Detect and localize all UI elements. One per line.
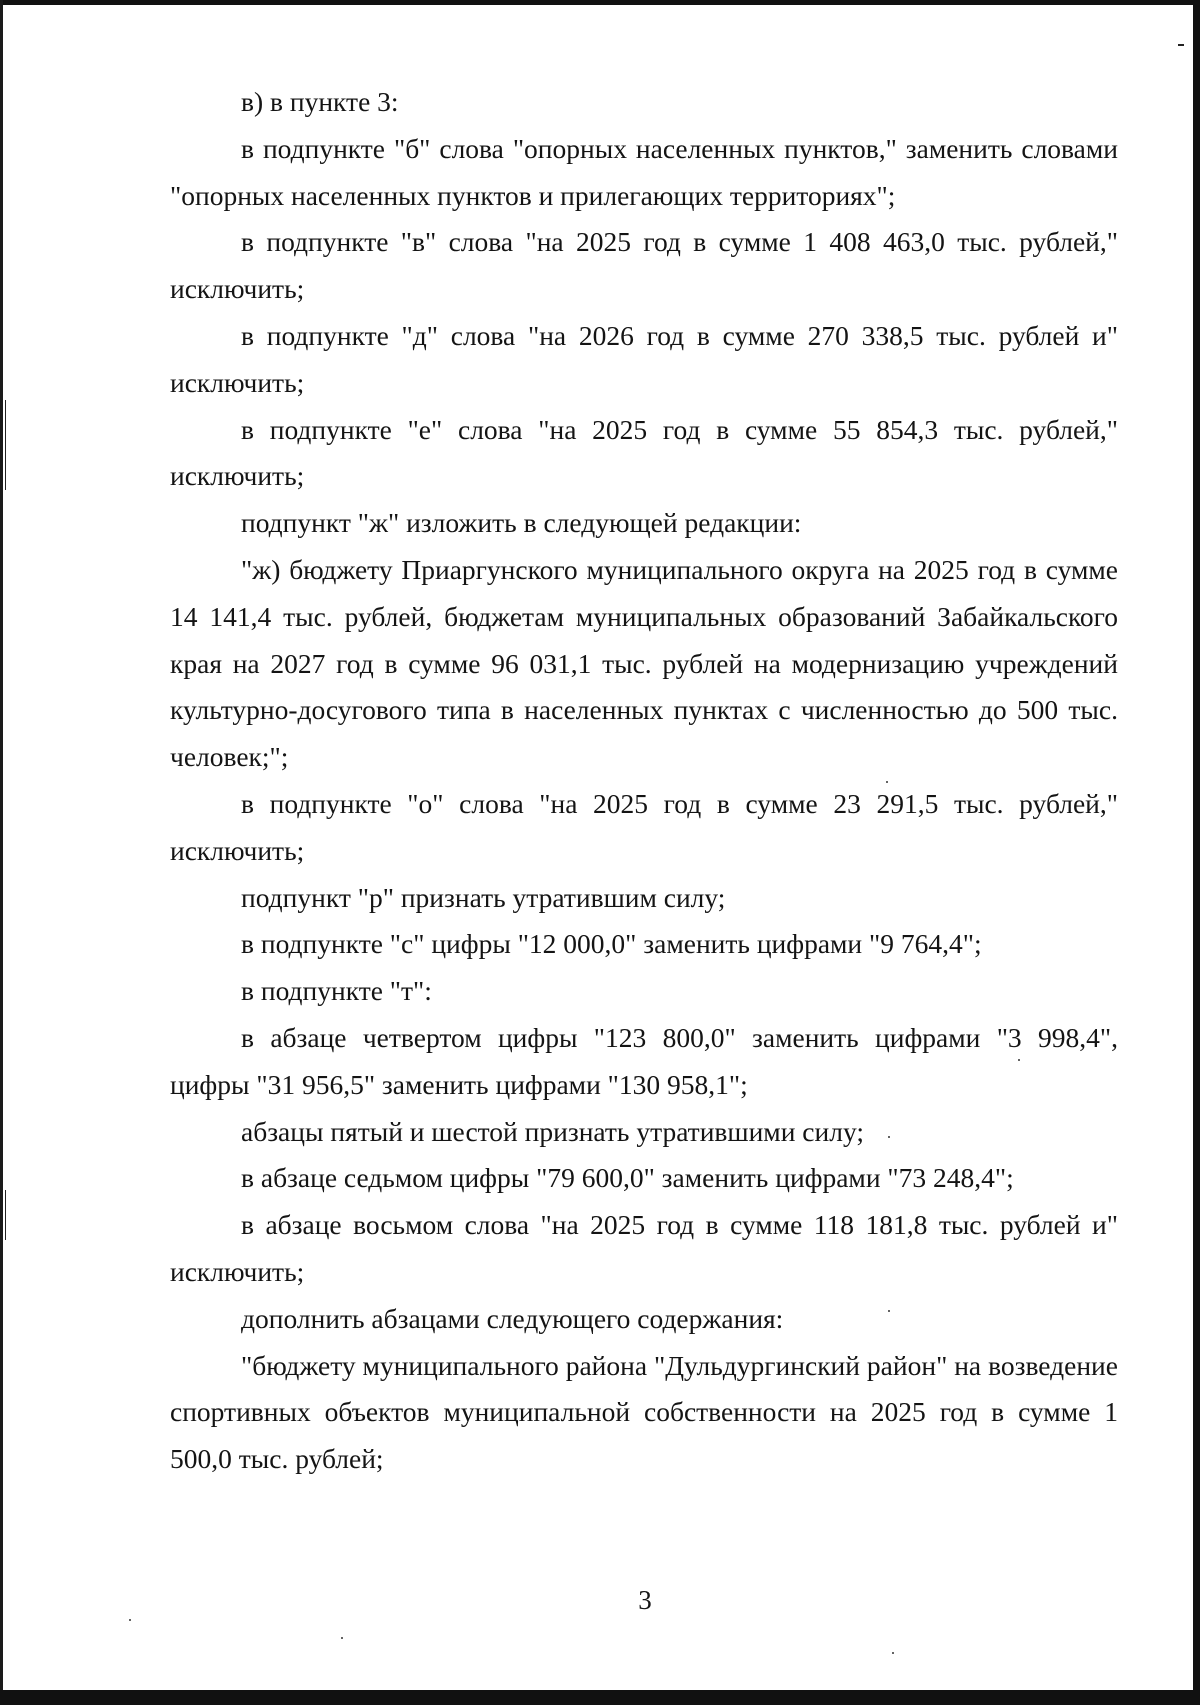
scan-mark bbox=[1178, 44, 1184, 46]
paragraph: в абзаце седьмом цифры "79 600,0" заменить цифрами "73 248,4"; bbox=[241, 1162, 1014, 1194]
scan-border-right bbox=[1193, 0, 1200, 1705]
paragraph: подпункт "ж" изложить в следующей редакции: bbox=[241, 507, 802, 539]
paragraph: дополнить абзацами следующего содержания: bbox=[241, 1302, 784, 1334]
paragraph: в подпункте "д" слова "на 2026 год в сумме 270 338,5 тыс. рублей и" исключить; bbox=[170, 319, 1118, 398]
paragraph: абзацы пятый и шестой признать утратившими силу; bbox=[241, 1115, 864, 1147]
scan-border-top bbox=[0, 0, 1200, 5]
paragraph: в) в пункте 3: bbox=[241, 86, 399, 117]
paragraph: в абзаце восьмом слова "на 2025 год в сумме 118 181,8 тыс. рублей и" исключить; bbox=[170, 1209, 1118, 1287]
scan-speck bbox=[341, 1637, 343, 1639]
paragraph: в подпункте "о" слова "на 2025 год в сумме 23 291,5 тыс. рублей," исключить; bbox=[170, 787, 1118, 866]
scan-mark bbox=[5, 1190, 6, 1240]
paragraph: подпункт "р" признать утратившим силу; bbox=[241, 881, 726, 913]
scan-mark bbox=[5, 400, 6, 490]
paragraph: в подпункте "б" слова "опорных населенных пунктов," заменить словами "опорных населенных пунктов и прилегающих территориях"; bbox=[170, 132, 1118, 211]
paragraph: в абзаце четвертом цифры "123 800,0" заменить цифрами "3 998,4", цифры "31 956,5" заменить цифрами "130 958,1"; bbox=[170, 1021, 1118, 1100]
paragraph: "ж) бюджету Приаргунского муниципального округа на 2025 год в сумме 14 141,4 тыс. рублей, бюджетам муниципальных образований Забайкальского края на 2027 год в сумме 96 031,1 тыс. рублей на модернизацию учреждений культурно-досугового типа в населенных пунктах с численностью до 500 тыс. человек;"; bbox=[170, 553, 1118, 773]
document-body bbox=[170, 79, 1118, 1483]
scan-speck bbox=[129, 1619, 131, 1621]
paragraph: "бюджету муниципального района "Дульдургинский район" на возведение спортивных объектов муниципальной собственности на 2025 год в сумме 1 500,0 тыс. рублей; bbox=[170, 1349, 1118, 1475]
paragraph: в подпункте "е" слова "на 2025 год в сумме 55 854,3 тыс. рублей," исключить; bbox=[170, 413, 1118, 492]
scan-border-left bbox=[0, 0, 3, 1705]
scan-speck bbox=[892, 1652, 894, 1654]
paragraph: в подпункте "в" слова "на 2025 год в сумме 1 408 463,0 тыс. рублей," исключить; bbox=[170, 226, 1118, 305]
page-number: 3 bbox=[638, 1585, 652, 1615]
paragraph: в подпункте "с" цифры "12 000,0" заменить цифрами "9 764,4"; bbox=[241, 928, 982, 960]
scan-border-bottom bbox=[0, 1690, 1200, 1705]
paragraph: в подпункте "т": bbox=[241, 975, 432, 1007]
